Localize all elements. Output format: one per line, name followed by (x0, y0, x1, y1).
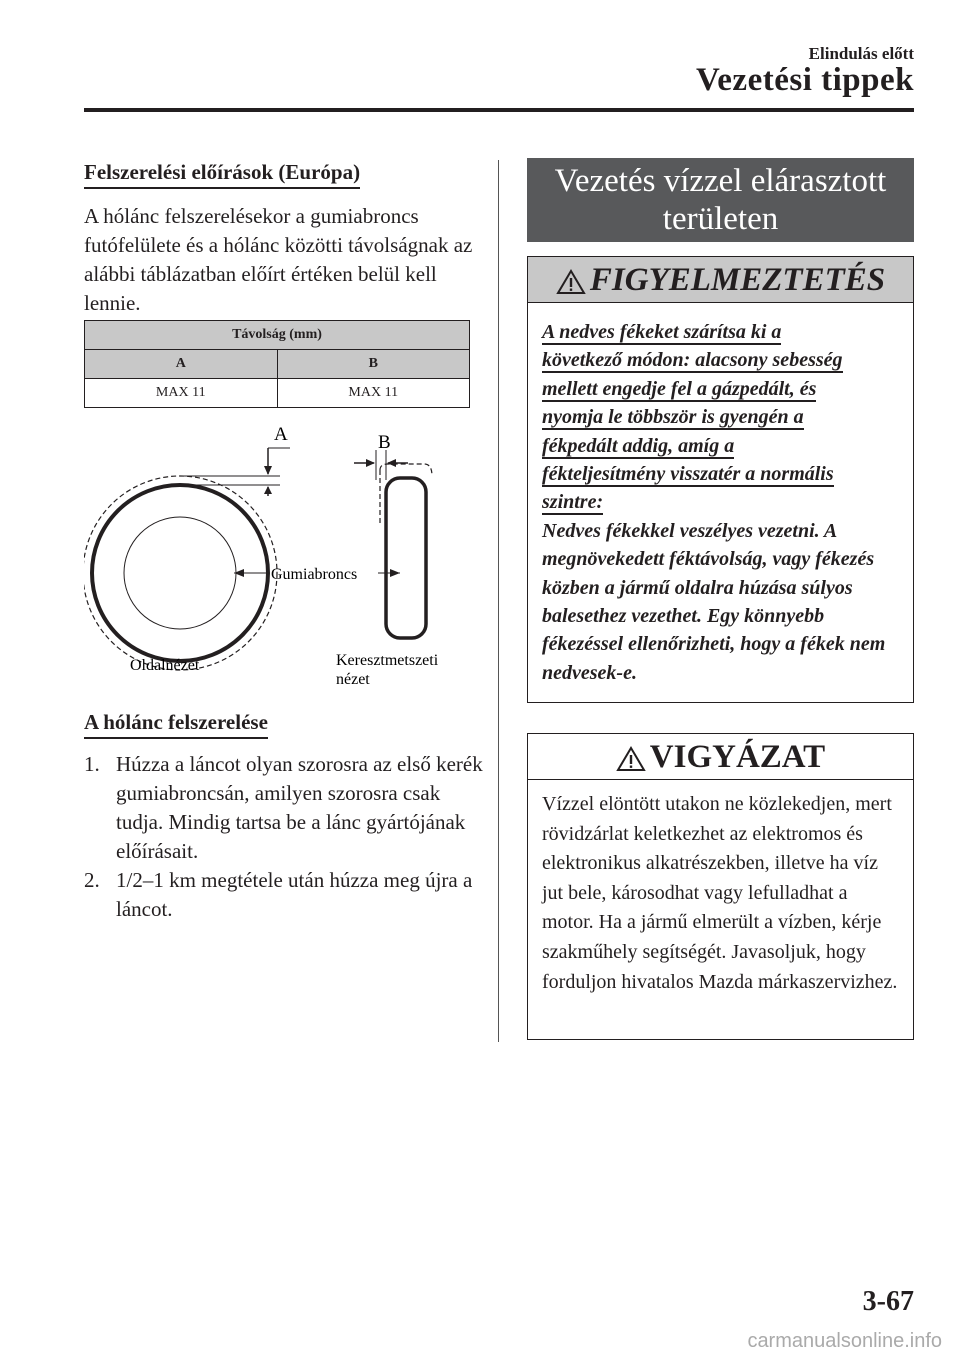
label-a: A (274, 424, 288, 445)
table-col-b: B (277, 350, 470, 379)
rim-outline (124, 517, 236, 629)
tire-cross-section (386, 478, 426, 638)
column-divider (498, 160, 499, 1042)
page-number: 3-67 (862, 1286, 914, 1317)
arrowhead-b-left (366, 459, 375, 467)
arrowhead-a-lower (264, 486, 272, 494)
table-col-a: A (85, 350, 278, 379)
label-b: B (378, 432, 391, 453)
warning-line (542, 403, 902, 431)
chain-cross-section (380, 464, 432, 476)
warning-underlined: mellett engedje fel a gázpedált, és (542, 377, 817, 400)
table-value-a: MAX 11 (85, 379, 278, 408)
warning-line (542, 460, 902, 488)
arrowhead-b-right (387, 459, 396, 467)
step-number: 1. (84, 752, 100, 776)
tire-chain-diagram (84, 420, 484, 700)
warning-underlined: A nedves fékeket szárítsa ki a (542, 321, 782, 343)
table-value-b: MAX 11 (277, 379, 470, 408)
banner-line-1: Vezetés vízzel elárasztott (554, 163, 887, 199)
step-text: Húzza a láncot olyan szorosra az első kerék gumiabroncsán, amilyen szorosra csak tudja. Mindig tartsa be a lánc gyártójának előírásait. (116, 752, 483, 863)
section-heading-equipment (84, 160, 360, 189)
warning-underlined: szintre: (542, 491, 604, 514)
list-item (84, 866, 484, 924)
list-item (84, 750, 484, 866)
warning-line (542, 346, 902, 374)
label-tire: Gumiabroncs (271, 566, 358, 583)
warning-triangle-icon (556, 269, 586, 295)
distance-table-wrap (84, 320, 470, 408)
section-paragraph: A hólánc felszerelésekor a gumiabroncs futófelülete és a hólánc közötti távolságnak az alábbi táblázatban előírt értéken belül kell lennie. (84, 204, 473, 315)
section-banner (527, 158, 914, 242)
watermark: carmanualsonline.info (747, 1330, 942, 1352)
arrowhead-a-upper (264, 466, 272, 475)
caution-triangle-icon (616, 746, 646, 772)
warning-underlined: fékteljesítmény visszatér a normális (542, 463, 834, 486)
warning-underlined: nyomja le többször is gyengén a (542, 406, 804, 429)
warning-title-text: FIGYELMEZTETÉS (589, 262, 886, 298)
warning-line (542, 432, 902, 460)
section-heading-text: A hólánc felszerelése (84, 710, 268, 739)
warning-body: Nedves fékekkel veszélyes vezetni. A megnövekedett féktávolság, vagy fékezés közben a jármű oldalra húzása súlyos balesethez vezethet. Egy könnyebb fékezéssel ellenőrizheti, hogy a fékek nem nedvesek-e. (542, 519, 886, 684)
label-side-view: Oldalnézet (130, 657, 200, 674)
header-rule (84, 108, 914, 112)
section-heading-text: Felszerelési előírások (Európa) (84, 160, 360, 189)
banner-line-2: területen (662, 201, 779, 237)
warning-underlined: következő módon: alacsony sebesség (542, 349, 843, 372)
warning-line (542, 375, 902, 403)
warning-underlined: fékpedált addig, amíg a (542, 434, 735, 457)
distance-table (84, 320, 470, 408)
caution-title (528, 734, 913, 780)
install-steps (84, 750, 484, 924)
page-title: Vezetési tippek (695, 62, 914, 98)
chapter-label: Elindulás előtt (808, 44, 914, 63)
caution-title-text: VIGYÁZAT (649, 739, 826, 775)
table-header: Távolság (mm) (85, 321, 470, 350)
warning-title (528, 257, 913, 303)
warning-text (542, 318, 902, 687)
caution-text: Vízzel elöntött utakon ne közlekedjen, mert rövidzárlat keletkezhet az elektromos és elektronikus alkatrészekben, illetve ha víz jut bele, károsodhat vagy lefulladhat a motor. Ha a jármű elmerült a vízben, kérje szakműhely segítségét. Javasoljuk, hogy forduljon hivatalos Mazda márkaszervizhez. (542, 793, 898, 993)
section-heading-install (84, 710, 268, 739)
step-text: 1/2–1 km megtétele után húzza meg újra a láncot. (116, 868, 473, 921)
step-number: 2. (84, 868, 100, 892)
label-cross-1: Keresztmetszeti (336, 652, 439, 669)
label-cross-2: nézet (336, 671, 370, 688)
warning-line (542, 318, 902, 346)
arrowhead-tire-right (390, 569, 400, 577)
warning-line (542, 488, 902, 516)
